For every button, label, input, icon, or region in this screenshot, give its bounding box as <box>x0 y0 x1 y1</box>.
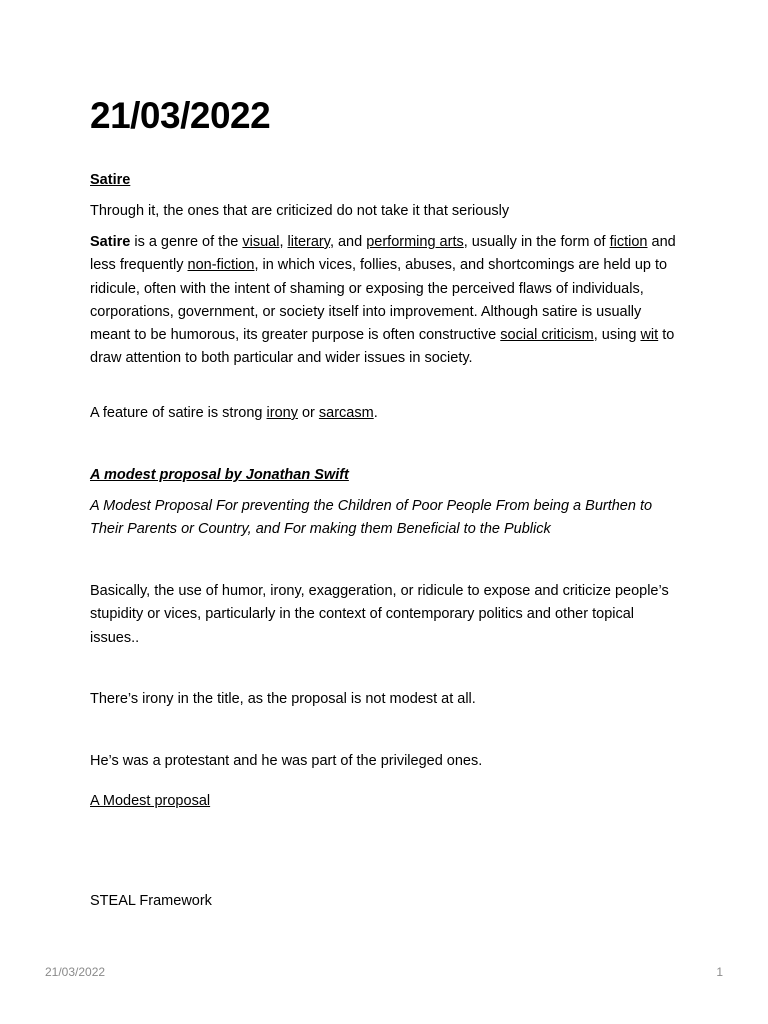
footer-date: 21/03/2022 <box>45 965 106 979</box>
link-literary[interactable]: literary <box>287 234 330 250</box>
basically-paragraph: Basically, the use of humor, irony, exaggeration, or ridicule to expose and criticize people’s stupidity or vices, particularly in the context of contemporary politics and other topical issues.. <box>90 583 669 646</box>
link-wit[interactable]: wit <box>640 327 659 344</box>
feature-text: A feature of satire is strong <box>90 405 267 421</box>
satire-note: Through it, the ones that are criticized do not take it that seriously <box>90 203 510 219</box>
modest-proposal-link-line <box>90 790 682 813</box>
satire-heading-text: Satire <box>90 172 131 188</box>
proposal-heading-text: A modest proposal by Jonathan Swift <box>90 467 349 483</box>
feature-text: . <box>373 405 378 421</box>
protestant-note: He’s was a protestant and he was part of the privileged ones. <box>90 753 483 769</box>
modest-proposal-link[interactable]: A Modest proposal <box>90 793 211 809</box>
definition-text: , <box>279 234 288 250</box>
definition-text: , in which vices, follies, abuses, and shortcomings are held up to ridicule, often with the intent of shaming or exposing the perceived flaws of individuals, corporations, government, or society itself into improvement. Although satire is usually meant to be humorous, its greater purpose is often constructive <box>90 257 668 344</box>
definition-text: , and <box>329 234 367 250</box>
proposal-heading <box>90 464 682 487</box>
link-non-fiction[interactable]: non-fiction <box>187 257 255 274</box>
proposal-full-title: A Modest Proposal For preventing the Children of Poor People From being a Burthen to Their Parents or Country, and For making them Beneficial to the Publick <box>90 498 653 538</box>
link-visual[interactable]: visual <box>242 234 280 250</box>
definition-text: , using <box>593 327 641 344</box>
link-performing-arts[interactable]: performing arts <box>366 234 464 250</box>
definition-text: is a genre of the <box>130 234 243 250</box>
link-irony[interactable]: irony <box>266 405 298 421</box>
footer-page-number: 1 <box>716 965 723 979</box>
irony-note: There’s irony in the title, as the proposal is not modest at all. <box>90 691 476 707</box>
satire-heading <box>90 169 682 192</box>
link-fiction[interactable]: fiction <box>609 234 648 250</box>
feature-text: or <box>297 405 319 421</box>
definition-text: , usually in the form of <box>463 234 610 250</box>
satire-feature <box>90 402 682 425</box>
definition-text: to draw attention to both particular and wider issues in society. <box>90 327 675 367</box>
link-sarcasm[interactable]: sarcasm <box>318 405 374 421</box>
satire-definition <box>90 231 682 371</box>
link-social-criticism[interactable]: social criticism <box>500 327 594 344</box>
steal-framework: STEAL Framework <box>90 893 212 909</box>
satire-term: Satire <box>90 234 131 250</box>
definition-text: and less frequently <box>90 234 676 274</box>
page-title: 21/03/2022 <box>90 95 271 136</box>
